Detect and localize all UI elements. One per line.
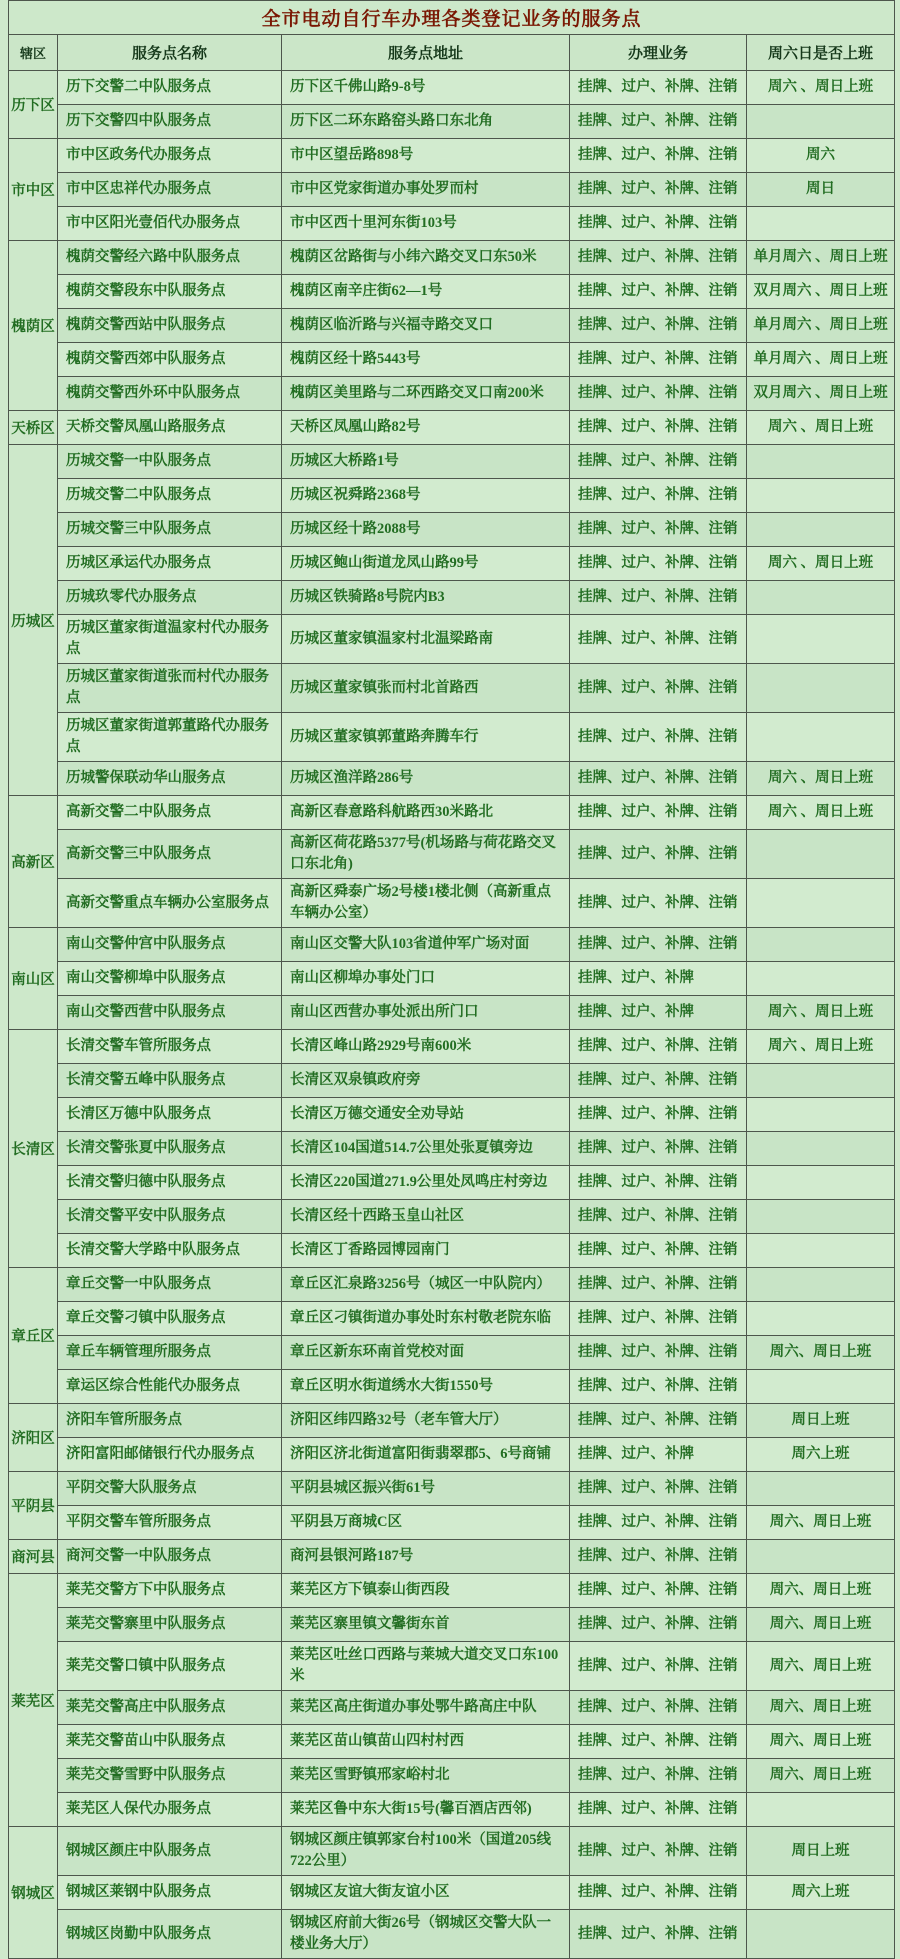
weekend-schedule-cell: 周六、周日上班 (747, 1759, 895, 1793)
services-cell: 挂牌、过户、补牌、注销 (570, 830, 747, 879)
table-row (9, 996, 895, 1030)
weekend-schedule-cell: 周六 、周日上班 (747, 796, 895, 830)
table-row (9, 1370, 895, 1404)
services-cell: 挂牌、过户、补牌、注销 (570, 547, 747, 581)
services-cell: 挂牌、过户、补牌、注销 (570, 1064, 747, 1098)
district-cell: 平阴县 (9, 1472, 58, 1540)
table-row (9, 547, 895, 581)
column-header-name: 服务点名称 (58, 35, 282, 71)
service-point-name-cell: 莱芜交警口镇中队服务点 (58, 1642, 282, 1691)
service-point-name-cell: 平阴交警车管所服务点 (58, 1506, 282, 1540)
service-point-address-cell: 高新区舜泰广场2号楼1楼北侧（高新重点车辆办公室） (282, 879, 570, 928)
district-cell: 高新区 (9, 796, 58, 928)
service-point-address-cell: 章丘区汇泉路3256号（城区一中队院内） (282, 1268, 570, 1302)
service-point-name-cell: 市中区政务代办服务点 (58, 139, 282, 173)
services-cell: 挂牌、过户、补牌、注销 (570, 1370, 747, 1404)
service-point-name-cell: 章丘车辆管理所服务点 (58, 1336, 282, 1370)
weekend-schedule-cell (747, 581, 895, 615)
table-row (9, 1472, 895, 1506)
service-point-address-cell: 高新区春意路科航路西30米路北 (282, 796, 570, 830)
services-cell: 挂牌、过户、补牌、注销 (570, 479, 747, 513)
service-point-name-cell: 历城区董家街道张而村代办服务点 (58, 664, 282, 713)
service-point-name-cell: 市中区阳光壹佰代办服务点 (58, 207, 282, 241)
table-row (9, 762, 895, 796)
table-row (9, 343, 895, 377)
table-row (9, 275, 895, 309)
weekend-schedule-cell: 周六 、周日上班 (747, 71, 895, 105)
weekend-schedule-cell (747, 1268, 895, 1302)
table-row (9, 664, 895, 713)
table-row (9, 1268, 895, 1302)
services-cell: 挂牌、过户、补牌、注销 (570, 1725, 747, 1759)
table-row (9, 71, 895, 105)
service-point-address-cell: 莱芜区方下镇泰山街西段 (282, 1574, 570, 1608)
service-point-address-cell: 钢城区友谊大街友谊小区 (282, 1876, 570, 1910)
service-point-name-cell: 钢城区莱钢中队服务点 (58, 1876, 282, 1910)
services-cell: 挂牌、过户、补牌、注销 (570, 615, 747, 664)
service-point-name-cell: 南山交警仲宫中队服务点 (58, 928, 282, 962)
service-point-address-cell: 南山区柳埠办事处门口 (282, 962, 570, 996)
service-point-address-cell: 市中区西十里河东街103号 (282, 207, 570, 241)
table-row (9, 1725, 895, 1759)
weekend-schedule-cell: 周六 、周日上班 (747, 762, 895, 796)
service-point-name-cell: 章运区综合性能代办服务点 (58, 1370, 282, 1404)
weekend-schedule-cell: 周六、周日上班 (747, 1574, 895, 1608)
services-cell: 挂牌、过户、补牌、注销 (570, 343, 747, 377)
services-cell: 挂牌、过户、补牌、注销 (570, 275, 747, 309)
services-cell: 挂牌、过户、补牌、注销 (570, 762, 747, 796)
table-row (9, 1200, 895, 1234)
service-point-address-cell: 长清区峰山路2929号南600米 (282, 1030, 570, 1064)
weekend-schedule-cell (747, 1793, 895, 1827)
service-point-address-cell: 历城区铁骑路8号院内B3 (282, 581, 570, 615)
services-cell: 挂牌、过户、补牌、注销 (570, 1506, 747, 1540)
header-row (9, 35, 895, 71)
service-point-address-cell: 济阳区纬四路32号（老车管大厅） (282, 1404, 570, 1438)
table-row (9, 241, 895, 275)
service-point-address-cell: 槐荫区南辛庄街62—1号 (282, 275, 570, 309)
service-point-name-cell: 槐荫交警段东中队服务点 (58, 275, 282, 309)
weekend-schedule-cell (747, 1302, 895, 1336)
services-cell: 挂牌、过户、补牌、注销 (570, 105, 747, 139)
table-row (9, 1302, 895, 1336)
service-point-name-cell: 历城交警一中队服务点 (58, 445, 282, 479)
service-point-name-cell: 商河交警一中队服务点 (58, 1540, 282, 1574)
weekend-schedule-cell (747, 962, 895, 996)
weekend-schedule-cell: 周六上班 (747, 1438, 895, 1472)
service-point-address-cell: 莱芜区寨里镇文馨街东首 (282, 1608, 570, 1642)
weekend-schedule-cell: 周六 (747, 139, 895, 173)
service-point-address-cell: 市中区党家街道办事处罗而村 (282, 173, 570, 207)
service-point-name-cell: 钢城区岗勤中队服务点 (58, 1910, 282, 1959)
weekend-schedule-cell (747, 1200, 895, 1234)
service-point-name-cell: 济阳车管所服务点 (58, 1404, 282, 1438)
service-point-address-cell: 历城区董家镇郭董路奔腾车行 (282, 713, 570, 762)
table-row (9, 513, 895, 547)
service-point-address-cell: 历下区二环东路窑头路口东北角 (282, 105, 570, 139)
service-point-name-cell: 济阳富阳邮储银行代办服务点 (58, 1438, 282, 1472)
weekend-schedule-cell (747, 479, 895, 513)
weekend-schedule-cell (747, 1132, 895, 1166)
weekend-schedule-cell: 双月周六 、周日上班 (747, 275, 895, 309)
service-point-name-cell: 历城玖零代办服务点 (58, 581, 282, 615)
district-cell: 济阳区 (9, 1404, 58, 1472)
services-cell: 挂牌、过户、补牌、注销 (570, 241, 747, 275)
table-row (9, 1132, 895, 1166)
table-row (9, 1910, 895, 1959)
service-point-address-cell: 莱芜区高庄街道办事处鄂牛路高庄中队 (282, 1691, 570, 1725)
table-head (9, 1, 895, 71)
table-row (9, 207, 895, 241)
services-cell: 挂牌、过户、补牌 (570, 996, 747, 1030)
service-points-table (8, 0, 895, 1959)
service-point-name-cell: 历城交警三中队服务点 (58, 513, 282, 547)
table-row (9, 1064, 895, 1098)
weekend-schedule-cell (747, 1910, 895, 1959)
table-body (9, 71, 895, 1959)
district-cell: 槐荫区 (9, 241, 58, 411)
service-point-address-cell: 历城区渔洋路286号 (282, 762, 570, 796)
service-point-address-cell: 历城区董家镇温家村北温梁路南 (282, 615, 570, 664)
services-cell: 挂牌、过户、补牌、注销 (570, 139, 747, 173)
weekend-schedule-cell (747, 1098, 895, 1132)
services-cell: 挂牌、过户、补牌、注销 (570, 1030, 747, 1064)
weekend-schedule-cell (747, 105, 895, 139)
service-point-address-cell: 莱芜区苗山镇苗山四村村西 (282, 1725, 570, 1759)
table-row (9, 173, 895, 207)
weekend-schedule-cell (747, 1472, 895, 1506)
services-cell: 挂牌、过户、补牌、注销 (570, 1472, 747, 1506)
service-point-name-cell: 南山交警柳埠中队服务点 (58, 962, 282, 996)
services-cell: 挂牌、过户、补牌 (570, 962, 747, 996)
service-point-name-cell: 莱芜交警苗山中队服务点 (58, 1725, 282, 1759)
service-point-name-cell: 平阴交警大队服务点 (58, 1472, 282, 1506)
service-point-address-cell: 平阴县万商城C区 (282, 1506, 570, 1540)
service-point-address-cell: 商河县银河路187号 (282, 1540, 570, 1574)
service-point-address-cell: 莱芜区鲁中东大街15号(馨百酒店西邻) (282, 1793, 570, 1827)
column-header-address: 服务点地址 (282, 35, 570, 71)
weekend-schedule-cell (747, 1064, 895, 1098)
table-row (9, 1030, 895, 1064)
district-cell: 天桥区 (9, 411, 58, 445)
service-point-name-cell: 历下交警二中队服务点 (58, 71, 282, 105)
services-cell: 挂牌、过户、补牌、注销 (570, 1540, 747, 1574)
services-cell: 挂牌、过户、补牌、注销 (570, 207, 747, 241)
services-cell: 挂牌、过户、补牌、注销 (570, 1910, 747, 1959)
table-row (9, 1506, 895, 1540)
column-header-services: 办理业务 (570, 35, 747, 71)
service-point-name-cell: 长清交警大学路中队服务点 (58, 1234, 282, 1268)
service-point-address-cell: 市中区望岳路898号 (282, 139, 570, 173)
service-point-name-cell: 槐荫交警西外环中队服务点 (58, 377, 282, 411)
services-cell: 挂牌、过户、补牌、注销 (570, 581, 747, 615)
weekend-schedule-cell (747, 1234, 895, 1268)
service-point-name-cell: 长清交警车管所服务点 (58, 1030, 282, 1064)
service-point-address-cell: 历城区大桥路1号 (282, 445, 570, 479)
service-point-address-cell: 历下区千佛山路9-8号 (282, 71, 570, 105)
services-cell: 挂牌、过户、补牌、注销 (570, 445, 747, 479)
service-point-address-cell: 章丘区明水街道绣水大街1550号 (282, 1370, 570, 1404)
service-point-address-cell: 天桥区凤凰山路82号 (282, 411, 570, 445)
column-header-district: 辖区 (9, 35, 58, 71)
services-cell: 挂牌、过户、补牌、注销 (570, 1827, 747, 1876)
weekend-schedule-cell: 单月周六 、周日上班 (747, 343, 895, 377)
services-cell: 挂牌、过户、补牌、注销 (570, 1574, 747, 1608)
table-row (9, 1827, 895, 1876)
service-point-name-cell: 高新交警二中队服务点 (58, 796, 282, 830)
service-point-name-cell: 莱芜交警雪野中队服务点 (58, 1759, 282, 1793)
service-point-name-cell: 章丘交警刁镇中队服务点 (58, 1302, 282, 1336)
service-point-name-cell: 莱芜交警高庄中队服务点 (58, 1691, 282, 1725)
table-row (9, 377, 895, 411)
service-point-name-cell: 槐荫交警西郊中队服务点 (58, 343, 282, 377)
services-cell: 挂牌、过户、补牌、注销 (570, 1132, 747, 1166)
service-point-name-cell: 长清交警五峰中队服务点 (58, 1064, 282, 1098)
table-row (9, 1642, 895, 1691)
weekend-schedule-cell: 周日上班 (747, 1827, 895, 1876)
services-cell: 挂牌、过户、补牌、注销 (570, 1302, 747, 1336)
service-point-address-cell: 平阴县城区振兴街61号 (282, 1472, 570, 1506)
services-cell: 挂牌、过户、补牌、注销 (570, 1200, 747, 1234)
table-row (9, 445, 895, 479)
page-title: 全市电动自行车办理各类登记业务的服务点 (9, 1, 895, 35)
service-point-name-cell: 历下交警四中队服务点 (58, 105, 282, 139)
district-cell: 章丘区 (9, 1268, 58, 1404)
service-point-name-cell: 章丘交警一中队服务点 (58, 1268, 282, 1302)
service-point-name-cell: 槐荫交警西站中队服务点 (58, 309, 282, 343)
table-row (9, 830, 895, 879)
title-row (9, 1, 895, 35)
service-point-name-cell: 历城区承运代办服务点 (58, 547, 282, 581)
weekend-schedule-cell: 周六 、周日上班 (747, 411, 895, 445)
services-cell: 挂牌、过户、补牌、注销 (570, 513, 747, 547)
services-cell: 挂牌、过户、补牌、注销 (570, 1642, 747, 1691)
table-row (9, 879, 895, 928)
weekend-schedule-cell: 周六 、周日上班 (747, 1030, 895, 1064)
weekend-schedule-cell (747, 445, 895, 479)
service-point-name-cell: 长清区万德中队服务点 (58, 1098, 282, 1132)
services-cell: 挂牌、过户、补牌、注销 (570, 664, 747, 713)
service-point-name-cell: 莱芜区人保代办服务点 (58, 1793, 282, 1827)
service-point-address-cell: 槐荫区美里路与二环西路交叉口南200米 (282, 377, 570, 411)
service-point-name-cell: 莱芜交警寨里中队服务点 (58, 1608, 282, 1642)
weekend-schedule-cell (747, 664, 895, 713)
table-row (9, 1234, 895, 1268)
services-cell: 挂牌、过户、补牌、注销 (570, 1268, 747, 1302)
service-point-address-cell: 高新区荷花路5377号(机场路与荷花路交叉口东北角) (282, 830, 570, 879)
table-row (9, 1404, 895, 1438)
service-point-name-cell: 天桥交警凤凰山路服务点 (58, 411, 282, 445)
services-cell: 挂牌、过户、补牌、注销 (570, 1234, 747, 1268)
table-row (9, 962, 895, 996)
district-cell: 钢城区 (9, 1827, 58, 1959)
district-cell: 莱芜区 (9, 1574, 58, 1827)
weekend-schedule-cell: 周六 、周日上班 (747, 996, 895, 1030)
weekend-schedule-cell: 单月周六 、周日上班 (747, 309, 895, 343)
table-row (9, 1166, 895, 1200)
service-point-name-cell: 南山交警西营中队服务点 (58, 996, 282, 1030)
table-row (9, 1759, 895, 1793)
table-row (9, 1876, 895, 1910)
service-point-name-cell: 钢城区颜庄中队服务点 (58, 1827, 282, 1876)
district-cell: 历城区 (9, 445, 58, 796)
service-point-address-cell: 钢城区府前大街26号（钢城区交警大队一楼业务大厅） (282, 1910, 570, 1959)
services-cell: 挂牌、过户、补牌、注销 (570, 1793, 747, 1827)
weekend-schedule-cell: 周六、周日上班 (747, 1691, 895, 1725)
weekend-schedule-cell (747, 513, 895, 547)
service-point-address-cell: 长清区104国道514.7公里处张夏镇旁边 (282, 1132, 570, 1166)
district-cell: 历下区 (9, 71, 58, 139)
services-cell: 挂牌、过户、补牌、注销 (570, 1691, 747, 1725)
table-row (9, 1098, 895, 1132)
service-point-address-cell: 长清区丁香路园博园南门 (282, 1234, 570, 1268)
services-cell: 挂牌、过户、补牌 (570, 1438, 747, 1472)
service-point-name-cell: 市中区忠祥代办服务点 (58, 173, 282, 207)
service-point-address-cell: 南山区西营办事处派出所门口 (282, 996, 570, 1030)
service-point-name-cell: 历城区董家街道郭董路代办服务点 (58, 713, 282, 762)
table-row (9, 479, 895, 513)
table-row (9, 411, 895, 445)
weekend-schedule-cell: 周日上班 (747, 1404, 895, 1438)
table-row (9, 105, 895, 139)
service-point-address-cell: 槐荫区岔路街与小纬六路交叉口东50米 (282, 241, 570, 275)
service-point-address-cell: 莱芜区吐丝口西路与莱城大道交叉口东100米 (282, 1642, 570, 1691)
weekend-schedule-cell (747, 879, 895, 928)
table-row (9, 1540, 895, 1574)
service-point-address-cell: 历城区董家镇张而村北首路西 (282, 664, 570, 713)
table-row (9, 1608, 895, 1642)
service-point-name-cell: 历城警保联动华山服务点 (58, 762, 282, 796)
weekend-schedule-cell (747, 830, 895, 879)
table-row (9, 1793, 895, 1827)
services-cell: 挂牌、过户、补牌、注销 (570, 1336, 747, 1370)
weekend-schedule-cell: 周日 (747, 173, 895, 207)
weekend-schedule-cell (747, 1166, 895, 1200)
table-row (9, 713, 895, 762)
weekend-schedule-cell: 周六、周日上班 (747, 1336, 895, 1370)
table-row (9, 139, 895, 173)
column-header-weekend: 周六日是否上班 (747, 35, 895, 71)
weekend-schedule-cell: 单月周六 、周日上班 (747, 241, 895, 275)
table-row (9, 309, 895, 343)
weekend-schedule-cell (747, 1370, 895, 1404)
service-point-address-cell: 莱芜区雪野镇邢家峪村北 (282, 1759, 570, 1793)
table-row (9, 1574, 895, 1608)
services-cell: 挂牌、过户、补牌、注销 (570, 928, 747, 962)
services-cell: 挂牌、过户、补牌、注销 (570, 1166, 747, 1200)
service-point-address-cell: 历城区鲍山街道龙凤山路99号 (282, 547, 570, 581)
service-point-address-cell: 南山区交警大队103省道仲军广场对面 (282, 928, 570, 962)
services-cell: 挂牌、过户、补牌、注销 (570, 713, 747, 762)
weekend-schedule-cell (747, 207, 895, 241)
service-point-address-cell: 长清区万德交通安全劝导站 (282, 1098, 570, 1132)
service-point-address-cell: 历城区祝舜路2368号 (282, 479, 570, 513)
services-cell: 挂牌、过户、补牌、注销 (570, 879, 747, 928)
table-row (9, 1438, 895, 1472)
services-cell: 挂牌、过户、补牌、注销 (570, 1098, 747, 1132)
table-row (9, 1336, 895, 1370)
service-point-name-cell: 长清交警归德中队服务点 (58, 1166, 282, 1200)
services-cell: 挂牌、过户、补牌、注销 (570, 411, 747, 445)
service-point-name-cell: 高新交警三中队服务点 (58, 830, 282, 879)
services-cell: 挂牌、过户、补牌、注销 (570, 173, 747, 207)
service-point-address-cell: 槐荫区临沂路与兴福寺路交叉口 (282, 309, 570, 343)
table-row (9, 796, 895, 830)
service-point-name-cell: 历城交警二中队服务点 (58, 479, 282, 513)
services-cell: 挂牌、过户、补牌、注销 (570, 796, 747, 830)
weekend-schedule-cell: 双月周六 、周日上班 (747, 377, 895, 411)
services-cell: 挂牌、过户、补牌、注销 (570, 1759, 747, 1793)
table-row (9, 615, 895, 664)
services-cell: 挂牌、过户、补牌、注销 (570, 71, 747, 105)
service-point-name-cell: 长清交警平安中队服务点 (58, 1200, 282, 1234)
service-point-address-cell: 章丘区新东环南首党校对面 (282, 1336, 570, 1370)
service-point-address-cell: 历城区经十路2088号 (282, 513, 570, 547)
services-cell: 挂牌、过户、补牌、注销 (570, 1608, 747, 1642)
service-point-name-cell: 莱芜交警方下中队服务点 (58, 1574, 282, 1608)
services-cell: 挂牌、过户、补牌、注销 (570, 1876, 747, 1910)
district-cell: 市中区 (9, 139, 58, 241)
weekend-schedule-cell (747, 713, 895, 762)
service-point-address-cell: 长清区220国道271.9公里处凤鸣庄村旁边 (282, 1166, 570, 1200)
services-cell: 挂牌、过户、补牌、注销 (570, 377, 747, 411)
service-point-address-cell: 长清区双泉镇政府旁 (282, 1064, 570, 1098)
service-point-name-cell: 槐荫交警经六路中队服务点 (58, 241, 282, 275)
service-point-address-cell: 济阳区济北街道富阳街翡翠郡5、6号商铺 (282, 1438, 570, 1472)
services-cell: 挂牌、过户、补牌、注销 (570, 309, 747, 343)
service-point-address-cell: 长清区经十西路玉皇山社区 (282, 1200, 570, 1234)
table-row (9, 581, 895, 615)
service-point-address-cell: 槐荫区经十路5443号 (282, 343, 570, 377)
weekend-schedule-cell: 周六、周日上班 (747, 1608, 895, 1642)
weekend-schedule-cell (747, 928, 895, 962)
district-cell: 长清区 (9, 1030, 58, 1268)
table-row (9, 1691, 895, 1725)
service-point-address-cell: 钢城区颜庄镇郭家台村100米（国道205线722公里） (282, 1827, 570, 1876)
district-cell: 商河县 (9, 1540, 58, 1574)
weekend-schedule-cell: 周六上班 (747, 1876, 895, 1910)
weekend-schedule-cell: 周六、周日上班 (747, 1506, 895, 1540)
weekend-schedule-cell: 周六 、周日上班 (747, 547, 895, 581)
weekend-schedule-cell: 周六、周日上班 (747, 1725, 895, 1759)
weekend-schedule-cell: 周六、周日上班 (747, 1642, 895, 1691)
district-cell: 南山区 (9, 928, 58, 1030)
weekend-schedule-cell (747, 1540, 895, 1574)
services-cell: 挂牌、过户、补牌、注销 (570, 1404, 747, 1438)
service-point-name-cell: 长清交警张夏中队服务点 (58, 1132, 282, 1166)
table-row (9, 928, 895, 962)
service-point-name-cell: 高新交警重点车辆办公室服务点 (58, 879, 282, 928)
service-point-address-cell: 章丘区刁镇街道办事处时东村敬老院东临 (282, 1302, 570, 1336)
weekend-schedule-cell (747, 615, 895, 664)
service-point-name-cell: 历城区董家街道温家村代办服务点 (58, 615, 282, 664)
